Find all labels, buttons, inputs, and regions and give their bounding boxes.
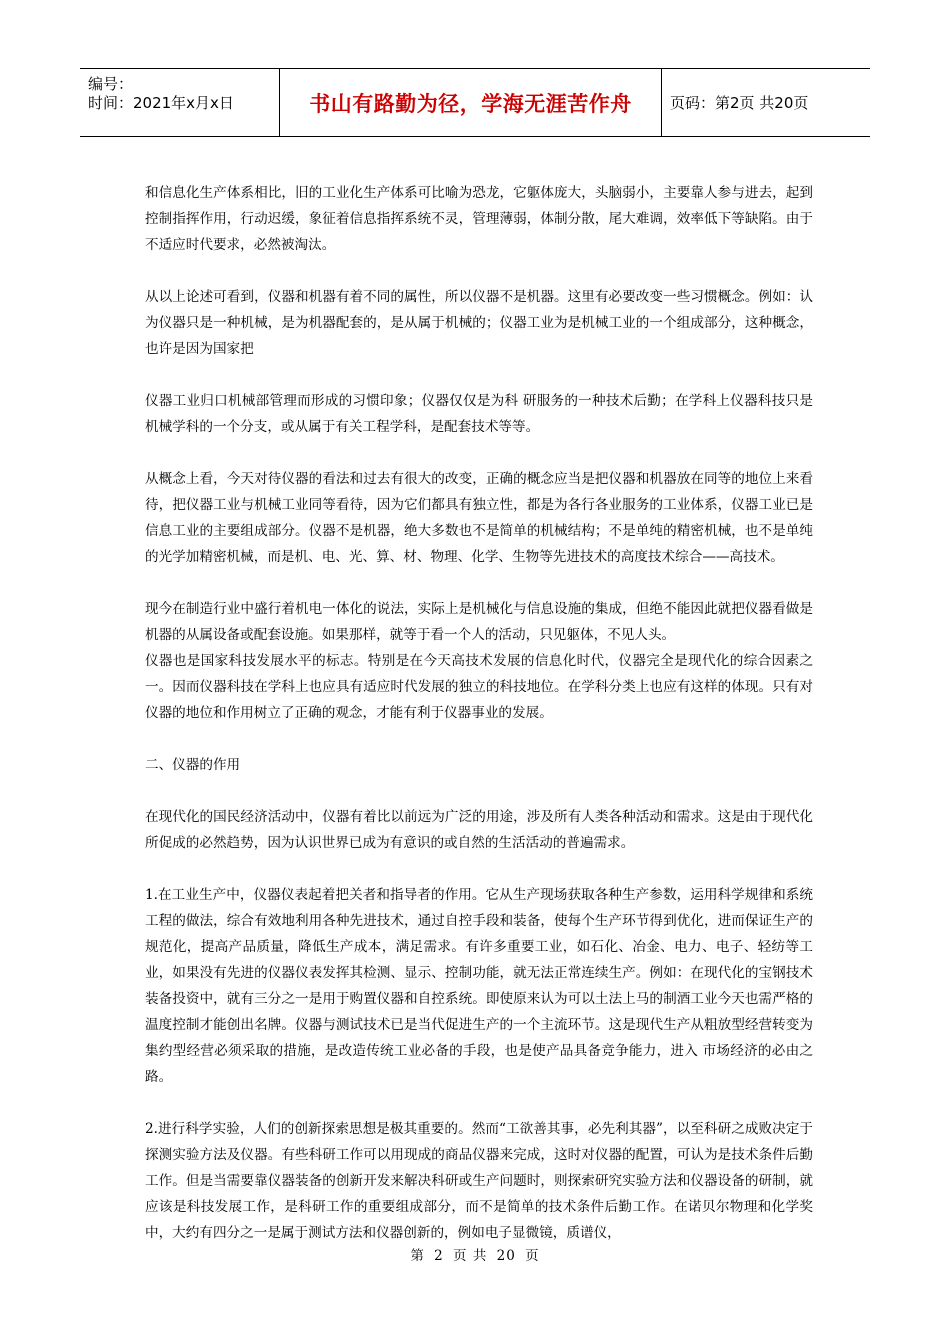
paragraph: 仪器也是国家科技发展水平的标志。特别是在今天高技术发展的信息化时代，仪器完全是现代化的综合因素之一。因而仪器科技在学科上也应具有适应时代发展的独立的科技地位。在学科分类上也应有这样的体现。只有对仪器的地位和作用树立了正确的观念，才能有利于仪器事业的发展。	[145, 653, 813, 721]
paragraph: 现今在制造行业中盛行着机电一体化的说法，实际上是机械化与信息设施的集成，但绝不能因此就把仪器看做是机器的从属设备或配套设施。如果那样，就等于看一个人的活动，只见躯体，不见人头。	[145, 601, 813, 643]
paragraph: 从以上论述可看到，仪器和机器有着不同的属性，所以仪器不是机器。这里有必要改变一些习惯概念。例如：认为仪器只是一种机械，是为机器配套的，是从属于机械的；仪器工业为是机械工业的一个组成部分，这种概念，也许是因为国家把	[145, 289, 813, 357]
paragraph: 和信息化生产体系相比，旧的工业化生产体系可比喻为恐龙，它躯体庞大，头脑弱小，主要靠人参与进去，起到控制指挥作用，行动迟缓，象征着信息指挥系统不灵，管理薄弱，体制分散，尾大难调，效率低下等缺陷。由于不适应时代要求，必然被淘汰。	[145, 185, 813, 253]
document-code-label: 编号：	[88, 75, 134, 93]
paragraph: 在现代化的国民经济活动中，仪器有着比以前远为广泛的用途，涉及所有人类各种活动和需求。这是由于现代化所促成的必然趋势，因为认识世界已成为有意识的或自然的生活活动的普遍需求。	[145, 809, 813, 851]
page-header	[80, 68, 870, 137]
paragraph: 2.进行科学实验，人们的创新探索思想是极其重要的。然而“工欲善其事，必先利其器”，以至科研之成败决定于探测实验方法及仪器。有些科研工作可以用现成的商品仪器来完成，这时对仪器的配置，可认为是技术条件后勤工作。但是当需要靠仪器装备的创新开发来解决科研或生产问题时，则探索研究实验方法和仪器设备的研制，就应该是科技发展工作，是科研工作的重要组成部分，而不是简单的技术条件后勤工作。在诺贝尔物理和化学奖中，大约有四分之一是属于测试方法和仪器创新的，例如电子显微镜，质谱仪，	[145, 1121, 813, 1241]
section-heading: 二、仪器的作用	[145, 757, 241, 773]
footer-suffix: 页	[525, 1248, 540, 1264]
footer-total-pages: 20	[496, 1248, 516, 1264]
footer-prefix: 第	[410, 1248, 425, 1264]
paragraph: 从概念上看，今天对待仪器的看法和过去有很大的改变，正确的概念应当是把仪器和机器放在同等的地位上来看待，把仪器工业与机械工业同等看待，因为它们都具有独立性，都是为各行各业服务的工业体系，仪器工业已是信息工业的主要组成部分。仪器不是机器，绝大多数也不是简单的机械结构；不是单纯的精密机械，也不是单纯的光学加精密机械，而是机、电、光、算、材、物理、化学、生物等先进技术的高度技术综合——高技术。	[145, 471, 813, 565]
footer-middle: 页 共	[453, 1248, 488, 1264]
paragraph: 1.在工业生产中，仪器仪表起着把关者和指导者的作用。它从生产现场获取各种生产参数，运用科学规律和系统工程的做法，综合有效地利用各种先进技术，通过自控手段和装备，使每个生产环节得到优化，进而保证生产的规范化，提高产品质量，降低生产成本，满足需求。有许多重要工业，如石化、冶金、电力、电子、轻纺等工业，如果没有先进的仪器仪表发挥其检测、显示、控制功能，就无法正常连续生产。例如：在现代化的宝钢技术装备投资中，就有三分之一是用于购置仪器和自控系统。即使原来认为可以土法上马的制酒工业今天也需严格的温度控制才能创出名牌。仪器与测试技术已是当代促进生产的一个主流环节。这是现代生产从粗放型经营转变为集约型经营必须采取的措施，是改造传统工业必备的手段，也是使产品具备竞争能力，进入 市场经济的必由之路。	[145, 887, 813, 1085]
header-page-code: 页码：第2页 共20页	[670, 94, 809, 112]
page-footer	[0, 1244, 950, 1264]
paragraph: 仪器工业归口机械部管理而形成的习惯印象；仪器仅仅是为科 研服务的一种技术后勤；在学科上仪器科技只是机械学科的一个分支，或从属于有关工程学科，是配套技术等等。	[145, 393, 813, 435]
header-motto: 书山有路勤为径，学海无涯苦作舟	[280, 69, 662, 136]
header-meta-cell	[80, 69, 280, 136]
document-date: 时间：2021年x月x日	[88, 94, 234, 112]
document-body	[145, 180, 813, 1246]
footer-page-number: 2	[434, 1248, 444, 1264]
